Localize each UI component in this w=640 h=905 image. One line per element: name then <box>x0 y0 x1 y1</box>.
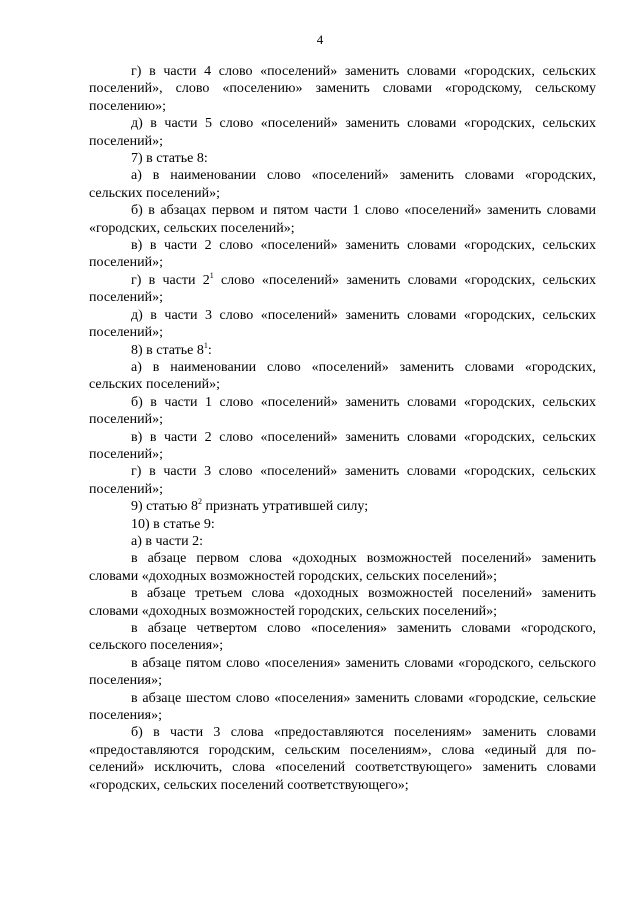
paragraph: г) в части $2^1$ слово «поселений» заменить словами «городских, сельских поселений»; <box>89 270 596 306</box>
paragraph: 7) в статье 8: <box>131 151 208 167</box>
paragraph: 8) в статье $8^1$: <box>131 340 212 358</box>
superscript: 1 <box>209 270 214 280</box>
superscript: 1 <box>203 340 208 350</box>
paragraph: в абзаце четвертом слово «поселения» заменить словами «городского, сельского поселения»; <box>89 621 596 654</box>
paragraph: д) в части 3 слово «поселений» заменить словами «городских, сельских поселений»; <box>89 307 596 341</box>
paragraph: в абзаце шестом слово «поселения» заменить словами «городские, сельские поселения»; <box>89 690 596 724</box>
paragraph: г) в части 4 слово «поселений» заменить словами «городских, сельских поселений», слово «поселению» заменить словами «городскому, сельскому поселению»; <box>89 64 596 114</box>
paragraph: 9) статью $8^2$ признать утратившей силу; <box>131 497 369 515</box>
paragraph: а) в наименовании слово «поселений» заменить словами «городских, сельских поселений»; <box>89 359 596 393</box>
paragraph: в абзаце пятом слово «поселения» заменить словами «городского, сельского поселения»; <box>89 655 596 689</box>
paragraph: в абзаце первом слова «доходных возможностей поселений» заменить словами «доходных возможностей городских, сельских поселений»; <box>89 551 596 584</box>
paragraph: б) в абзацах первом и пятом части 1 слово «поселений» заменить словами «городских, сельских поселений»; <box>89 203 596 236</box>
paragraph: г) в части 3 слово «поселений» заменить словами «городских, сельских поселений»; <box>89 464 596 497</box>
page-number: 4 <box>316 32 324 47</box>
paragraph: 10) в статье 9: <box>131 516 215 532</box>
paragraph: в абзаце третьем слова «доходных возможностей поселений» заменить словами «доходных возможностей городских, сельских поселений»; <box>89 586 596 619</box>
paragraph: а) в части 2: <box>131 533 203 549</box>
paragraph: б) в части 3 слова «предоставляются поселениям» заменить словами «предоставляются городским, сельским поселениям», слова «единый для поселений» исключить, слова «поселений соответствующего» заменить словами «городских, сельских поселений соответствующего»; <box>89 725 596 793</box>
paragraph: в) в части 2 слово «поселений» заменить словами «городских, сельских поселений»; <box>89 238 596 271</box>
paragraph: в) в части 2 слово «поселений» заменить словами «городских, сельских поселений»; <box>89 429 596 462</box>
paragraph: д) в части 5 слово «поселений» заменить словами «городских, сельских поселений»; <box>89 116 596 149</box>
superscript: 2 <box>197 497 202 507</box>
paragraph: б) в части 1 слово «поселений» заменить словами «городских, сельских поселений»; <box>89 394 596 428</box>
paragraph: а) в наименовании слово «поселений» заменить словами «городских, сельских поселений»; <box>89 168 596 201</box>
document-body <box>89 63 596 794</box>
